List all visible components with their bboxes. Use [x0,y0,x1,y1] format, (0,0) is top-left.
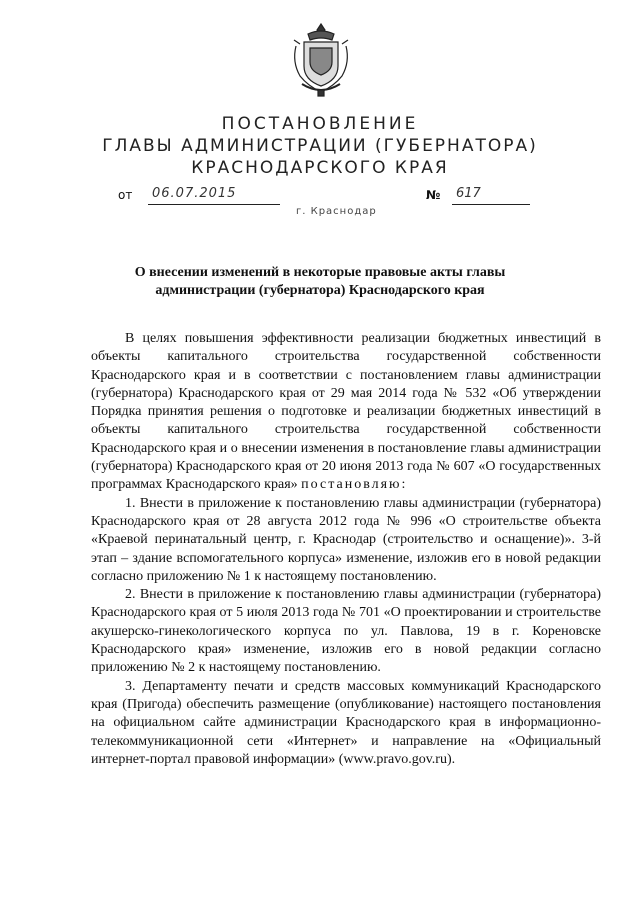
preamble-paragraph [91,330,601,495]
issuer-heading: ГЛАВЫ АДМИНИСТРАЦИИ (ГУБЕРНАТОРА) [102,136,538,156]
date-label: от [118,188,133,202]
document-body [91,330,601,769]
coat-of-arms-icon [290,20,352,100]
item-1-paragraph: 1. Внести в приложение к постановлению главы администрации (губернатора) Краснодарского края от 28 августа 2012 года № 996 «О строительстве объекта «Краевой перинатальный центр, г. Краснодар (строительство и оснащение)». 3-й этап – здание вспомогательного корпуса» изменение, изложив его в новой редакции согласно приложению № 1 к настоящему постановлению. [91,495,601,584]
document-title: О внесении изменений в некоторые правовые акты главы администрации (губернатора) Краснодарского края [134,265,506,298]
date-underline [148,204,280,205]
number-underline [452,204,530,205]
number-label: № [426,188,441,202]
item-3-paragraph: 3. Департаменту печати и средств массовых коммуникаций Краснодарского края (Пригода) обеспечить размещение (опубликование) настоящего постановления на официальном сайте администрации Краснодарского края в информационно-телекоммуникационной сети «Интернет» и направление на «Официальный интернет-портал правовой информации» (www.pravo.gov.ru). [91,678,601,767]
city-label: г. Краснодар [296,206,377,217]
date-value: 06.07.2015 [152,186,237,201]
item-2-paragraph: 2. Внести в приложение к постановлению главы администрации (губернатора) Краснодарского края от 5 июля 2013 года № 701 «О проектировании и строительстве акушерско-гинекологического корпуса по ул. Павлова, 19 в г. Кореновске Краснодарского края» изменение, изложив его в новой редакции согласно приложению № 2 к настоящему постановлению. [91,587,601,676]
preamble-text: В целях повышения эффективности реализации бюджетных инвестиций в объекты капитального строительства государственной собственности Краснодарского края и в соответствии с постановлением главы администрации (губернатора) Краснодарского края от 29 мая 2014 года № 532 «Об утверждении Порядка принятия решения о подготовке и реализации бюджетных инвестиций в объекты капитального строительства государственной собственности Краснодарского края и о внесении изменения в постановление главы администрации (губернатора) Краснодарского края от 20 июня 2013 года № 607 «О государственных программах Краснодарского края» [91,331,601,493]
document-type-heading: ПОСТАНОВЛЕНИЕ [221,114,419,134]
number-value: 617 [456,186,481,201]
region-heading: КРАСНОДАРСКОГО КРАЯ [191,158,449,178]
decree-word: постановляю: [301,477,408,493]
